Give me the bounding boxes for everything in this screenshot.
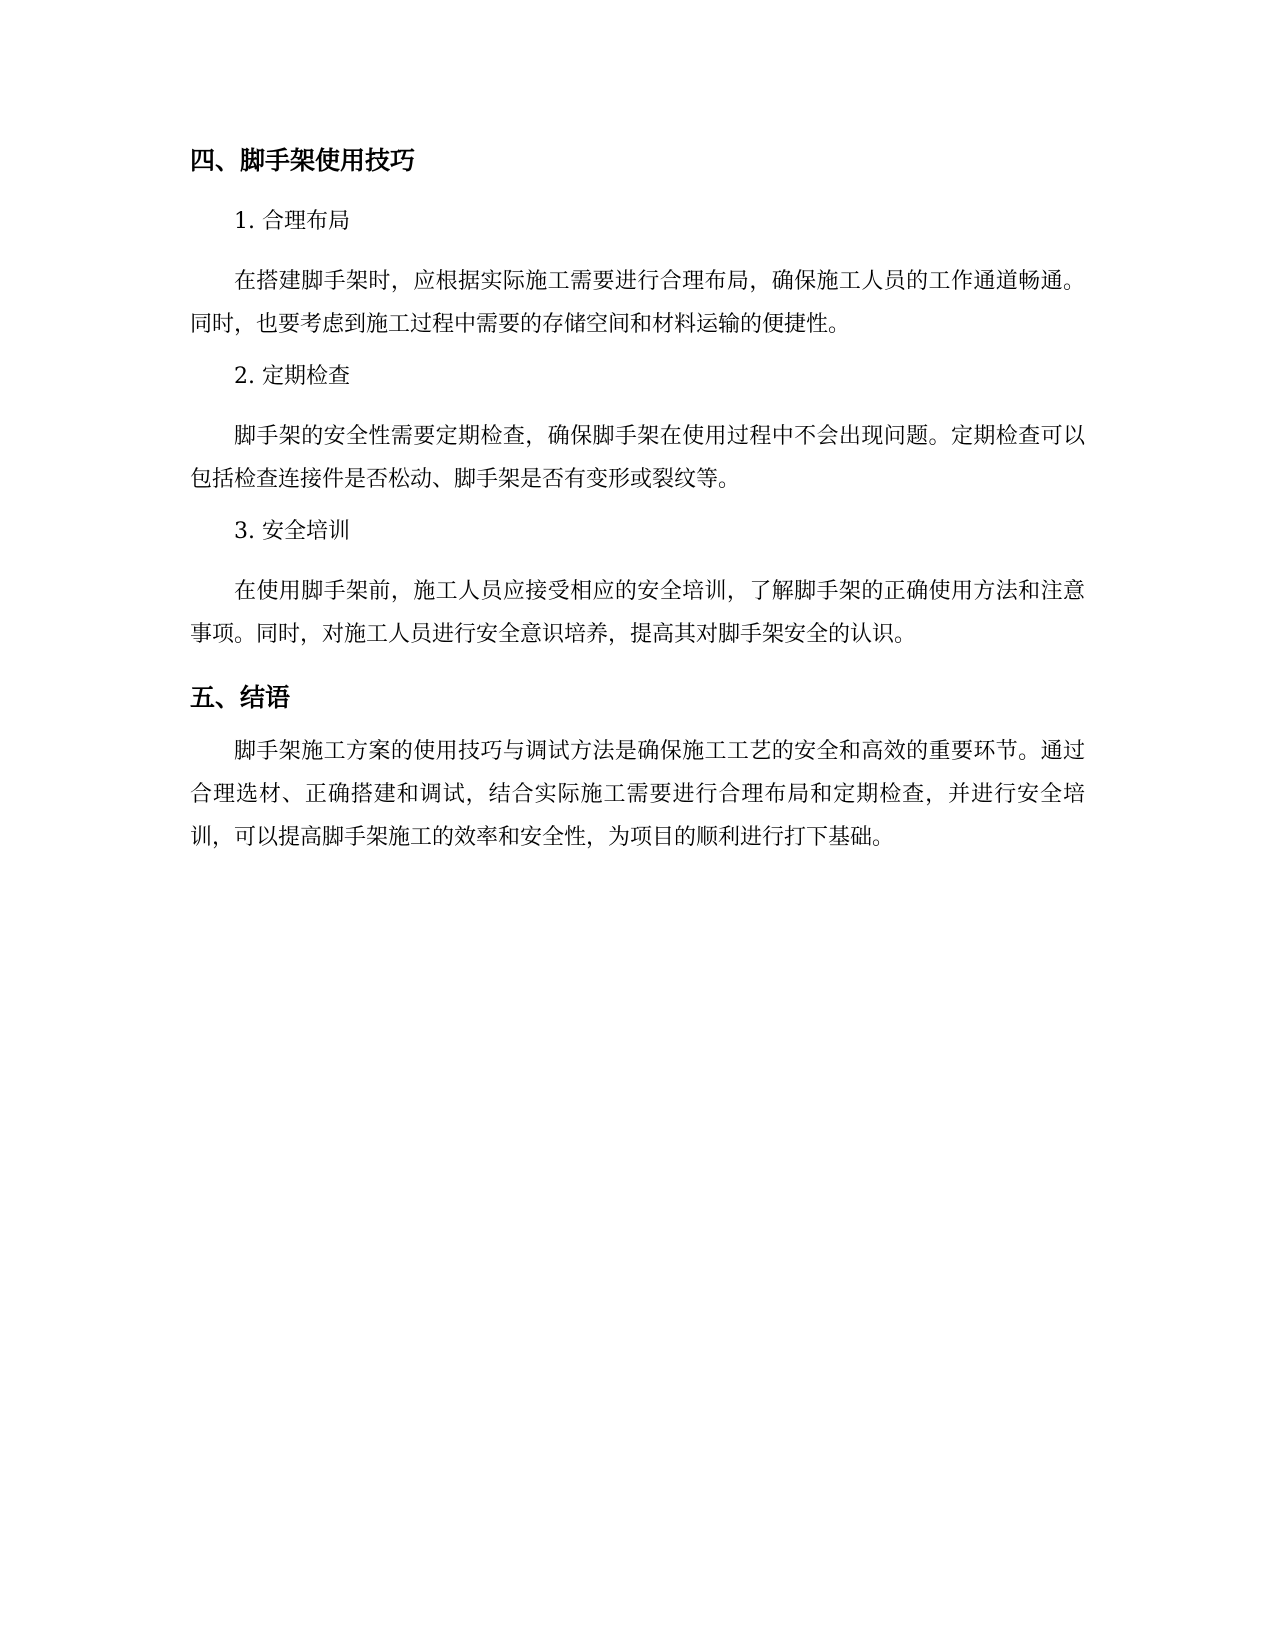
section-heading-conclusion: 五、结语 — [190, 683, 291, 712]
subsection-title-inspection: 2. 定期检查 — [234, 364, 350, 389]
paragraph-conclusion: 脚手架施工方案的使用技巧与调试方法是确保施工工艺的安全和高效的重要环节。通过合理选材、正确搭建和调试，结合实际施工需要进行合理布局和定期检查，并进行安全培训，可以提高脚手架施工的效率和安全性，为项目的顺利进行打下基础。 — [190, 739, 1085, 850]
page-content — [190, 141, 1085, 859]
subsection-title-layout: 1. 合理布局 — [234, 209, 350, 234]
paragraph-inspection: 脚手架的安全性需要定期检查，确保脚手架在使用过程中不会出现问题。定期检查可以包括检查连接件是否松动、脚手架是否有变形或裂纹等。 — [190, 424, 1085, 492]
paragraph-layout: 在搭建脚手架时，应根据实际施工需要进行合理布局，确保施工人员的工作通道畅通。同时，也要考虑到施工过程中需要的存储空间和材料运输的便捷性。 — [190, 269, 1085, 337]
subsection-title-training: 3. 安全培训 — [234, 519, 350, 544]
section-heading-usage-tips: 四、脚手架使用技巧 — [190, 146, 416, 175]
paragraph-training: 在使用脚手架前，施工人员应接受相应的安全培训，了解脚手架的正确使用方法和注意事项。同时，对施工人员进行安全意识培养，提高其对脚手架安全的认识。 — [190, 579, 1085, 647]
